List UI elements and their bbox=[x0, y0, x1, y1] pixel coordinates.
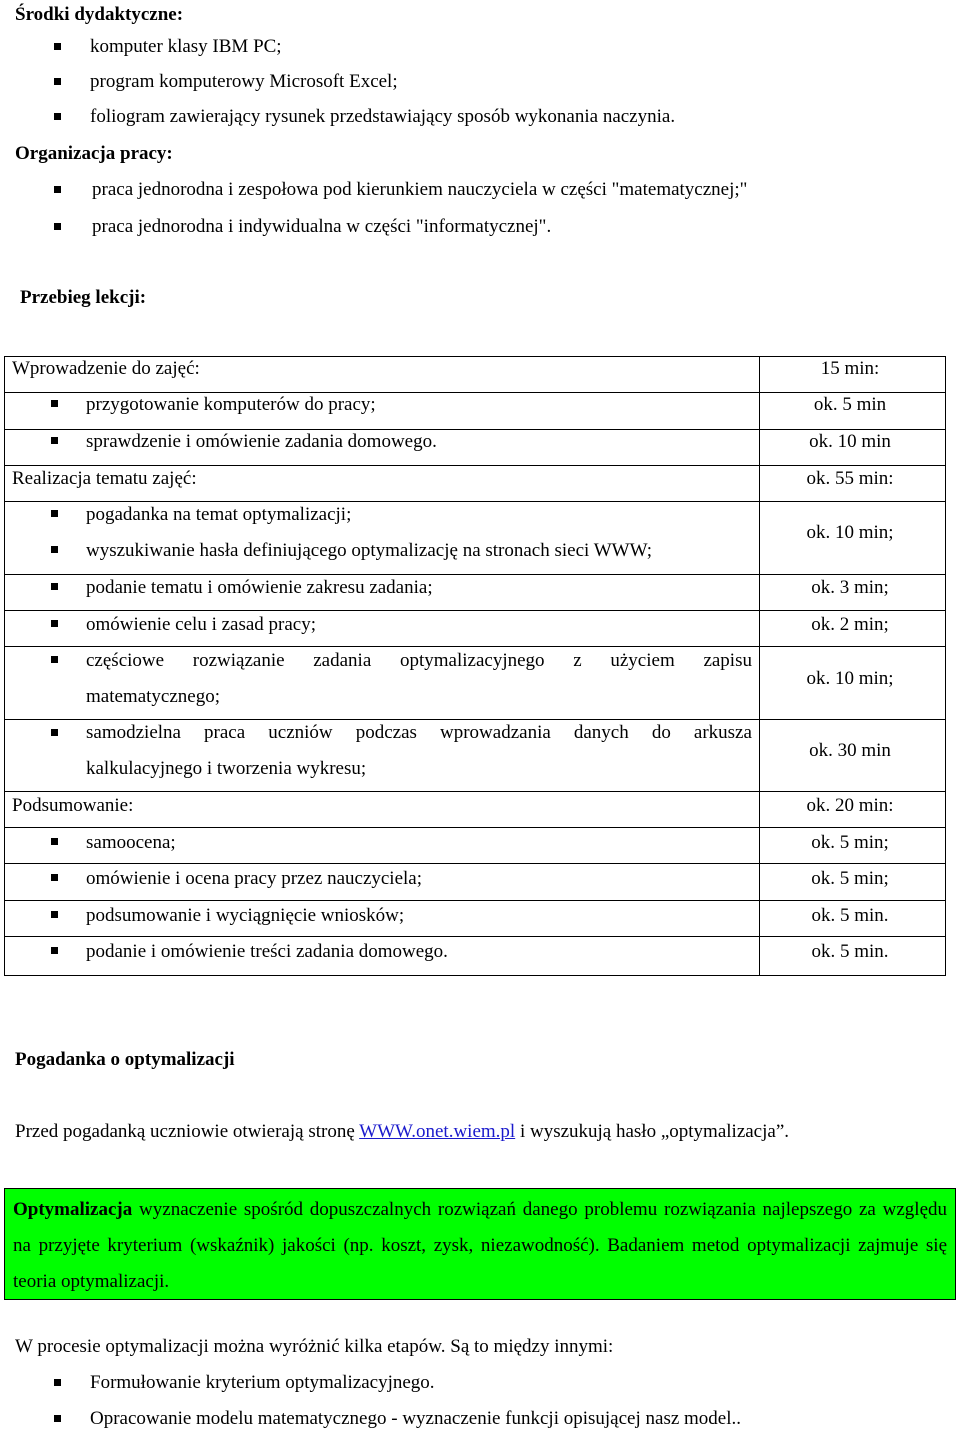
organization-item: praca jednorodna i indywidualna w części "informatycznej". bbox=[92, 216, 552, 237]
bullet-icon bbox=[51, 583, 58, 590]
bullet-icon bbox=[51, 838, 58, 845]
bullet-icon bbox=[51, 874, 58, 881]
intro-time: 15 min: bbox=[820, 358, 880, 379]
resources-item: komputer klasy IBM PC; bbox=[90, 36, 282, 57]
bullet-icon bbox=[54, 223, 61, 230]
word: wprowadzania bbox=[440, 722, 551, 743]
realization-item: podanie tematu i omówienie zakresu zadania; bbox=[86, 577, 433, 598]
word: podczas bbox=[355, 722, 417, 743]
talk-text-after: i wyszukują hasło „optymalizacja”. bbox=[515, 1121, 790, 1142]
bullet-icon bbox=[54, 186, 61, 193]
realization-item-time: ok. 30 min bbox=[809, 740, 891, 761]
word: zadania bbox=[313, 650, 372, 671]
word: optymalizacyjnego bbox=[399, 650, 545, 671]
row-divider bbox=[5, 827, 945, 828]
summary-item: omówienie i ocena pracy przez nauczyciela; bbox=[86, 868, 423, 889]
word: częściowe bbox=[86, 650, 165, 671]
summary-item: samoocena; bbox=[86, 832, 176, 853]
word: zapisu bbox=[703, 650, 752, 671]
realization-group-time: ok. 10 min; bbox=[806, 522, 894, 543]
word: samodzielna bbox=[86, 722, 181, 743]
realization-item: omówienie celu i zasad pracy; bbox=[86, 614, 317, 635]
stages-item: Formułowanie kryterium optymalizacyjnego. bbox=[90, 1372, 435, 1393]
intro-title: Wprowadzenie do zajęć: bbox=[12, 358, 200, 379]
realization-item-line1 bbox=[86, 650, 752, 672]
bullet-icon bbox=[51, 437, 58, 444]
word: rozwiązanie bbox=[192, 650, 285, 671]
row-divider bbox=[5, 936, 945, 937]
row-divider bbox=[5, 392, 945, 393]
summary-item-time: ok. 5 min. bbox=[811, 905, 889, 926]
course-heading: Przebieg lekcji: bbox=[20, 287, 147, 308]
summary-item-time: ok. 5 min; bbox=[811, 832, 889, 853]
word: danych bbox=[573, 722, 629, 743]
realization-title: Realizacja tematu zajęć: bbox=[12, 468, 197, 489]
row-divider bbox=[5, 574, 945, 575]
intro-item-time: ok. 10 min bbox=[809, 431, 891, 452]
summary-item: podanie i omówienie treści zadania domowego. bbox=[86, 941, 448, 962]
row-divider bbox=[5, 791, 945, 792]
realization-item-line1 bbox=[86, 722, 752, 744]
definition-text: wyznaczenie spośród dopuszczalnych rozwiązań danego problemu rozwiązania najlepszego za względu na przyjęte kryterium (wskaźnik) jakości (np. koszt, zysk, niezawodność). Badaniem metod optymalizacji zajmuje się teoria optymalizacji. bbox=[13, 1199, 947, 1292]
row-divider bbox=[5, 501, 945, 502]
resources-item: program komputerowy Microsoft Excel; bbox=[90, 71, 398, 92]
summary-item-time: ok. 5 min. bbox=[811, 941, 889, 962]
word: arkusza bbox=[693, 722, 752, 743]
summary-title: Podsumowanie: bbox=[12, 795, 134, 816]
talk-heading: Pogadanka o optymalizacji bbox=[15, 1049, 235, 1070]
definition-term: Optymalizacja bbox=[13, 1199, 133, 1220]
bullet-icon bbox=[51, 729, 58, 736]
resources-item: foliogram zawierający rysunek przedstawiający sposób wykonania naczynia. bbox=[90, 106, 676, 127]
resources-heading: Środki dydaktyczne: bbox=[15, 4, 184, 25]
talk-text-before: Przed pogadanką uczniowie otwierają stronę bbox=[15, 1121, 360, 1142]
bullet-icon bbox=[54, 78, 61, 85]
row-divider bbox=[5, 610, 945, 611]
summary-time: ok. 20 min: bbox=[806, 795, 894, 816]
definition-box bbox=[4, 1188, 956, 1300]
summary-item: podsumowanie i wyciągnięcie wniosków; bbox=[86, 905, 405, 926]
realization-item-time: ok. 10 min; bbox=[806, 668, 894, 689]
stages-intro: W procesie optymalizacji można wyróżnić kilka etapów. Są to między innymi: bbox=[15, 1336, 614, 1357]
word: praca bbox=[204, 722, 246, 743]
row-divider bbox=[5, 719, 945, 720]
bullet-icon bbox=[51, 656, 58, 663]
row-divider bbox=[5, 646, 945, 647]
intro-item: przygotowanie komputerów do pracy; bbox=[86, 394, 376, 415]
organization-item: praca jednorodna i zespołowa pod kierunkiem nauczyciela w części "matematycznej;" bbox=[92, 179, 748, 200]
realization-item-time: ok. 2 min; bbox=[811, 614, 889, 635]
row-divider bbox=[5, 900, 945, 901]
bullet-icon bbox=[54, 43, 61, 50]
summary-item-time: ok. 5 min; bbox=[811, 868, 889, 889]
bullet-icon bbox=[51, 510, 58, 517]
row-divider bbox=[5, 465, 945, 466]
word: użyciem bbox=[610, 650, 675, 671]
onet-link[interactable]: WWW.onet.wiem.pl bbox=[359, 1121, 516, 1142]
bullet-icon bbox=[51, 947, 58, 954]
realization-time: ok. 55 min: bbox=[806, 468, 894, 489]
bullet-icon bbox=[54, 113, 61, 120]
realization-item-line2: matematycznego; bbox=[86, 686, 220, 707]
realization-item-time: ok. 3 min; bbox=[811, 577, 889, 598]
bullet-icon bbox=[51, 546, 58, 553]
intro-item: sprawdzenie i omówienie zadania domowego. bbox=[86, 431, 437, 452]
bullet-icon bbox=[51, 620, 58, 627]
word: uczniów bbox=[268, 722, 333, 743]
intro-item-time: ok. 5 min bbox=[813, 394, 887, 415]
bullet-icon bbox=[54, 1379, 61, 1386]
realization-item: pogadanka na temat optymalizacji; bbox=[86, 504, 352, 525]
stages-item: Opracowanie modelu matematycznego - wyznaczenie funkcji opisującej nasz model.. bbox=[90, 1408, 742, 1429]
realization-item: wyszukiwanie hasła definiującego optymalizację na stronach sieci WWW; bbox=[86, 540, 653, 561]
realization-item-line2: kalkulacyjnego i tworzenia wykresu; bbox=[86, 758, 367, 779]
word: do bbox=[651, 722, 671, 743]
row-divider bbox=[5, 429, 945, 430]
bullet-icon bbox=[54, 1415, 61, 1422]
word: z bbox=[573, 650, 582, 671]
row-divider bbox=[5, 863, 945, 864]
bullet-icon bbox=[51, 911, 58, 918]
bullet-icon bbox=[51, 400, 58, 407]
organization-heading: Organizacja pracy: bbox=[15, 143, 173, 164]
talk-paragraph bbox=[15, 1121, 789, 1143]
